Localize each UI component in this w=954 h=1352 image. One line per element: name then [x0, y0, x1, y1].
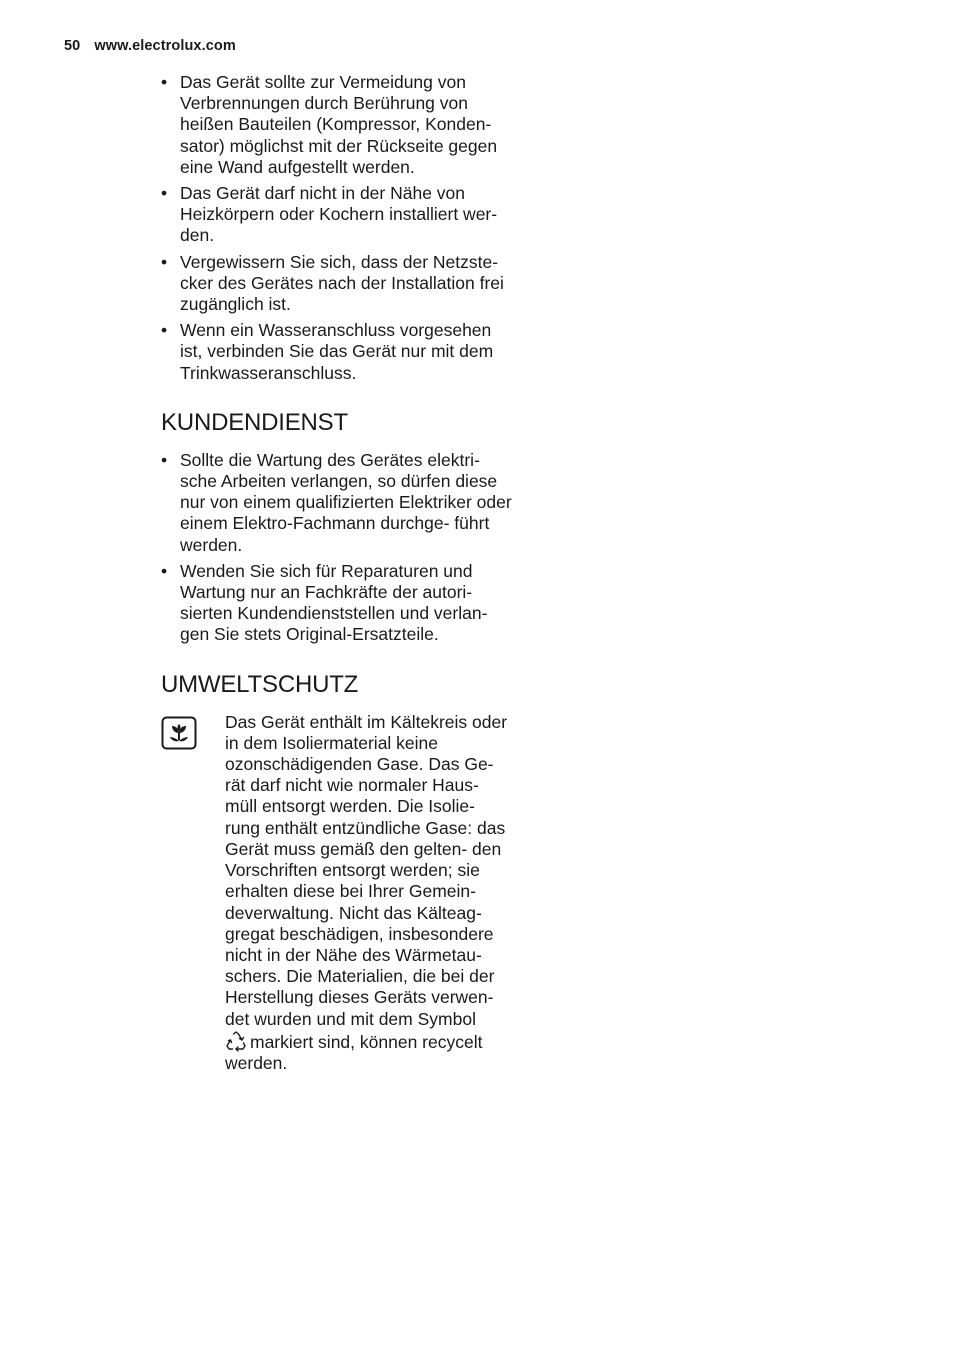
- environment-text-part-2: markiert sind, können recycelt werden.: [225, 1031, 483, 1073]
- environment-block: [161, 712, 513, 1074]
- site-url: www.electrolux.com: [94, 38, 236, 54]
- environment-text-part-1: Das Gerät enthält im Kältekreis oder in dem Isoliermaterial keine ozonschädigenden Gase. Das Ge- rät darf nicht wie normaler Haus- müll entsorgt werden. Die Isolie- rung enthält entzündliche Gase: das Gerät muss gemäß den gelten- den Vorschriften entsorgt werden; sie erhalten diese bei Ihrer Gemein- deverwaltung. Nicht das Kälteag- gregat beschädigen, insbesondere nicht in der Nähe des Wärmetau- schers. Die Materialien, die bei der Herstellung dieses Geräts verwen- det wurden und mit dem Symbol: [225, 711, 508, 1029]
- list-item: • Wenden Sie sich für Reparaturen und Wartung nur an Fachkräfte der autori- sierten Kundendienststellen und verlan- gen Sie stets Original-Ersatzteile.: [161, 561, 513, 646]
- environment-flower-icon: [161, 716, 197, 750]
- list-item: • Vergewissern Sie sich, dass der Netzste- cker des Gerätes nach der Installation frei zugänglich ist.: [161, 252, 513, 316]
- page-header: [64, 38, 236, 54]
- content-column: [161, 72, 513, 1074]
- list-item: • Das Gerät sollte zur Vermeidung von Verbrennungen durch Berührung von heißen Bauteilen (Kompressor, Konden- sator) möglichst mit der Rückseite gegen eine Wand aufgestellt werden.: [161, 72, 513, 178]
- intro-bullet-list: [161, 72, 513, 384]
- section-title-kundendienst: KUNDENDIENST: [161, 408, 348, 436]
- list-item: • Das Gerät darf nicht in der Nähe von Heizkörpern oder Kochern installiert wer- den.: [161, 183, 513, 247]
- recycle-icon: [225, 1030, 247, 1052]
- environment-paragraph: [225, 712, 513, 1074]
- section-title-umweltschutz: UMWELTSCHUTZ: [161, 670, 359, 698]
- page-number: 50: [64, 38, 81, 54]
- list-item: • Wenn ein Wasseranschluss vorgesehen ist, verbinden Sie das Gerät nur mit dem Trinkwasseranschluss.: [161, 320, 513, 384]
- list-item: • Sollte die Wartung des Gerätes elektri- sche Arbeiten verlangen, so dürfen diese nur von einem qualifizierten Elektriker oder einem Elektro-Fachmann durchge- führt werden.: [161, 450, 513, 556]
- kundendienst-bullet-list: [161, 450, 513, 646]
